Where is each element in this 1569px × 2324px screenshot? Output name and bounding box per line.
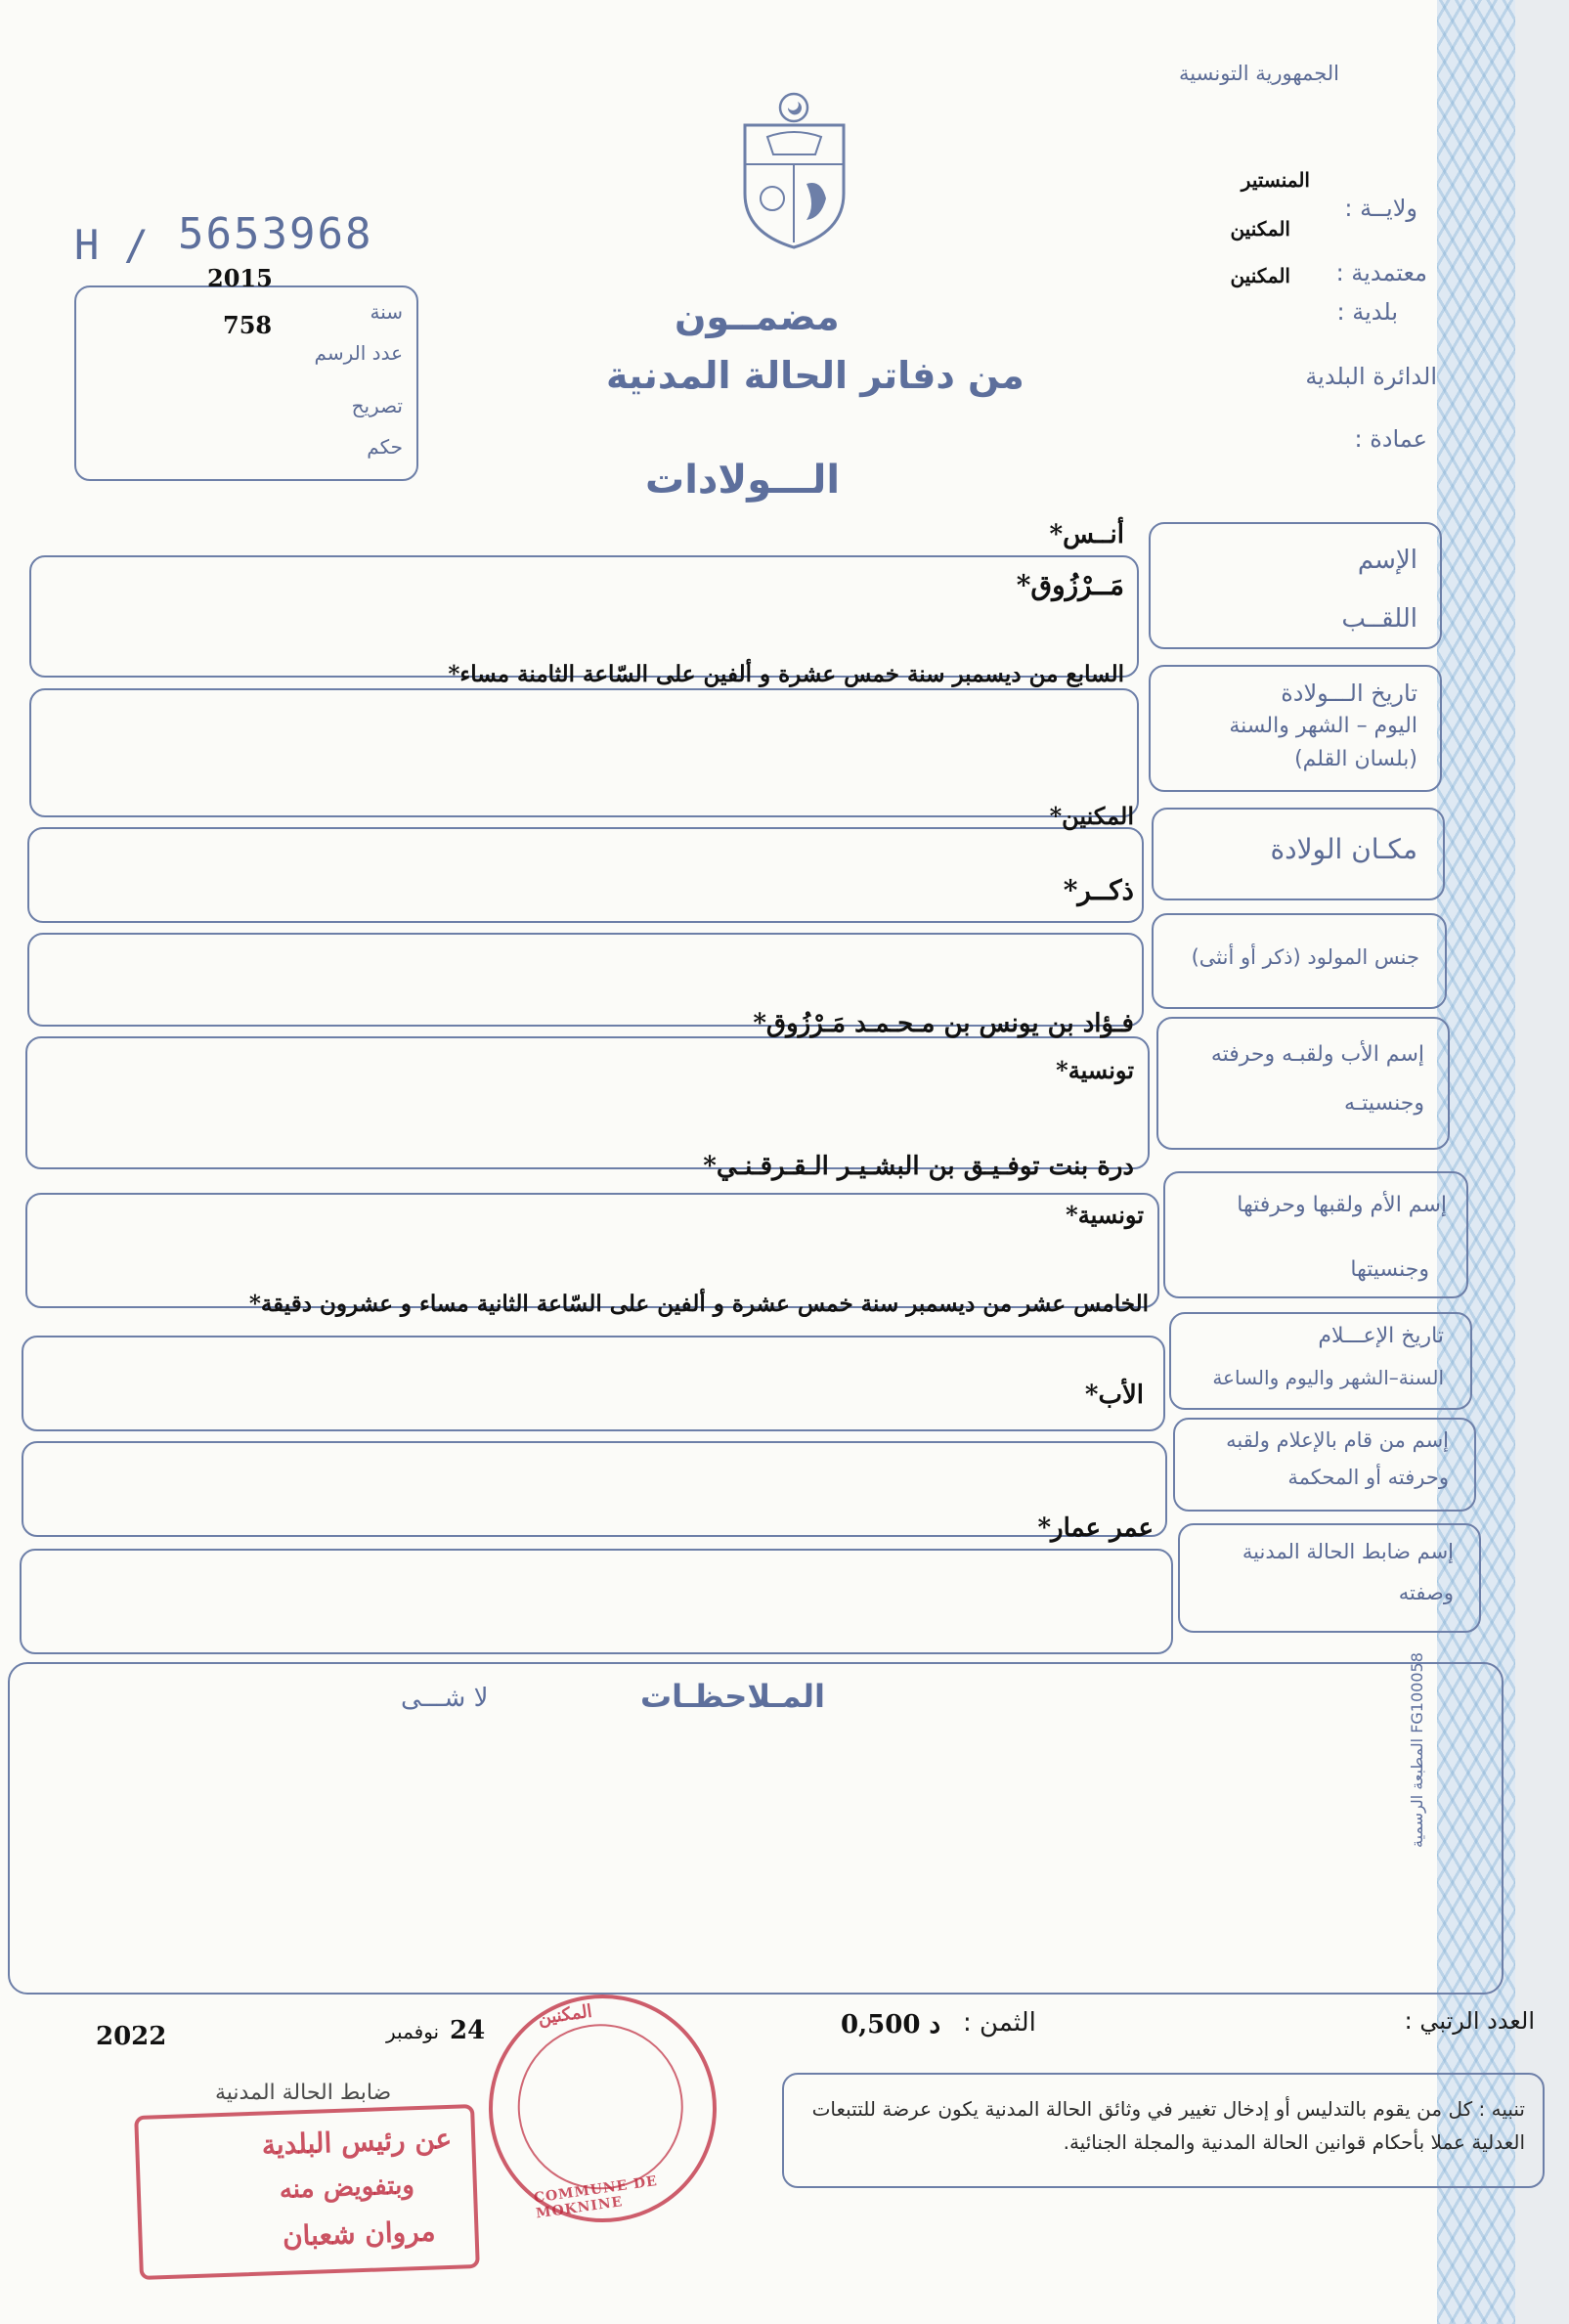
birthdate-label-1: تاريخ الـــولادة: [1281, 680, 1417, 707]
declarant-label-2: وحرفته أو المحكمة: [1287, 1466, 1449, 1489]
birthdate-value: السابع من ديسمبر سنة خمس عشرة و ألفين على السّاعة الثامنة مساء*: [448, 661, 1124, 687]
father-value: فـؤاد بن يونس بن مـحـمـد مَـرْزُوق*: [753, 1009, 1134, 1038]
declaration-date-value: الخامس عشر من ديسمبر سنة خمس عشرة و ألفين على السّاعة الثانية مساء و عشرون دقيقة*: [248, 1291, 1149, 1317]
price-label: الثمن :: [963, 2008, 1036, 2038]
mother-value: درة بنت توفـيـق بن البشـيـر الـقـرقـنـي*: [703, 1152, 1134, 1181]
doc-title: مضمــون: [675, 295, 840, 338]
declarant-label-1: إسم من قام بالإعلام ولقبه: [1226, 1428, 1449, 1452]
father-label-2: وجنسيتـه: [1343, 1091, 1424, 1116]
surname-value: مَــرْزُوق*: [1016, 569, 1124, 601]
remarks-label: المـلاحظـات: [640, 1678, 826, 1715]
surname-label: اللقــب: [1341, 604, 1417, 634]
sex-label: جنس المولود (ذكر أو أنثى): [1191, 945, 1419, 969]
price-value: 0,500 د: [841, 2010, 941, 2039]
date-year: 2022: [96, 2022, 167, 2051]
birthplace-value: المكنين*: [1049, 802, 1134, 830]
date-month: نوفمبر: [386, 2020, 440, 2043]
birthdate-label-2: اليوم – الشهر والسنة: [1229, 714, 1417, 738]
wilaya-label: ولايــة :: [1344, 195, 1417, 222]
serial-prefix: H /: [74, 221, 149, 269]
mayor-delegation-stamp: [134, 2104, 480, 2280]
stamp-line-2: وبتفويض منه: [279, 2171, 415, 2205]
registry-judgment-label: حكم: [367, 435, 403, 459]
registry-number-label: عدد الرسم: [314, 341, 403, 365]
baladia-label: بلدية :: [1336, 298, 1398, 326]
republic-label: الجمهورية التونسية: [1179, 62, 1339, 85]
name-value: أنــس*: [1049, 520, 1124, 549]
mother-nationality: تونسية*: [1066, 1201, 1144, 1229]
name-label: الإسم: [1357, 546, 1417, 575]
seal-top-text: المكنين: [537, 2000, 593, 2030]
officer-label-1: إسم ضابط الحالة المدنية: [1242, 1540, 1454, 1563]
serial-number: 5653968: [178, 209, 373, 259]
warning-text: تنبيه : كل من يقوم بالتدليس أو إدخال تغيير في وثائق الحالة المدنية يكون عرضة للتتبعات العدلية عملا بأحكام قوانين الحالة المدنية والمجلة الجنائية.: [811, 2097, 1525, 2154]
registry-year-value: 2015: [207, 264, 273, 292]
father-label-box: [1156, 1017, 1450, 1150]
officer-signature: ضابط الحالة المدنية: [215, 2081, 392, 2105]
birthplace-label: مكـان الولادة: [1270, 833, 1417, 865]
seal-text: COMMUNE DE MOKNINE: [533, 2172, 659, 2222]
stamp-line-3: مروان شعبان: [282, 2214, 437, 2253]
wilaya-value: المنستير: [1241, 168, 1310, 192]
stamp-line-1: عن رئيس البلدية: [261, 2122, 453, 2162]
declaration-date-label-2: السنة–الشهر واليوم والساعة: [1212, 1366, 1444, 1389]
officer-value-box: [20, 1549, 1173, 1654]
father-label-1: إسم الأب ولقبـه وحرفته: [1210, 1042, 1424, 1067]
remarks-value: لا شـــى: [401, 1684, 489, 1713]
mother-label-1: إسم الأم ولقبها وحرفتها: [1237, 1193, 1447, 1217]
doc-subtitle: من دفاتر الحالة المدنية: [606, 354, 1024, 397]
birthdate-value-box: [29, 688, 1139, 817]
baladia-value: المكنين: [1230, 264, 1290, 287]
mootamadia-label: معتمدية :: [1335, 259, 1427, 286]
registry-year-label: سنة: [370, 300, 403, 324]
declaration-date-label-1: تاريخ الإعـــلام: [1318, 1324, 1444, 1348]
daira-label: الدائرة البلدية: [1305, 363, 1437, 390]
date-day: 24: [450, 2016, 486, 2045]
imada-label: عمادة :: [1354, 425, 1427, 453]
mother-label-2: وجنسيتها: [1350, 1257, 1429, 1282]
declarant-value: الأب*: [1084, 1381, 1144, 1410]
registry-declaration-label: تصريح: [351, 394, 403, 417]
officer-value: عمر عمار*: [1037, 1513, 1154, 1543]
section-title: الـــولادات: [645, 458, 841, 503]
side-print-code: المطبعة الرسمية FG100058: [1408, 1652, 1426, 1848]
mootamadia-value-top: المكنين: [1230, 217, 1290, 241]
birthdate-label-3: (بلسان القلم): [1294, 747, 1417, 771]
father-nationality: تونسية*: [1056, 1056, 1134, 1084]
serial-label: العدد الرتبي :: [1404, 2007, 1535, 2035]
registry-number-value: 758: [223, 311, 273, 339]
sex-value: ذكــر*: [1063, 874, 1134, 906]
officer-label-2: وصفته: [1398, 1581, 1454, 1604]
tunisia-coat-of-arms-icon: [733, 86, 855, 252]
